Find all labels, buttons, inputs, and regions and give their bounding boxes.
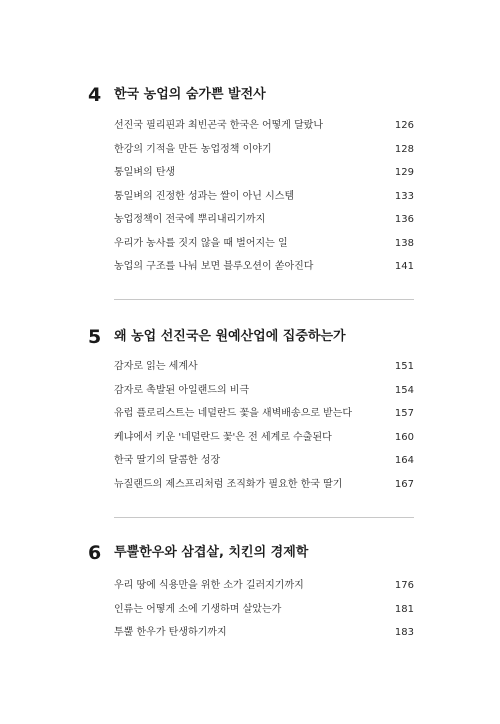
toc-entry-title: 한국 딸기의 달콤한 성장 — [114, 455, 221, 466]
toc-entry-page: 157 — [394, 408, 414, 419]
toc-entry-page: 183 — [394, 627, 414, 638]
toc-entry-title: 유럽 플로리스트는 네덜란드 꽃을 새벽배송으로 받는다 — [114, 408, 353, 419]
toc-entry[interactable] — [114, 360, 414, 384]
toc-entry-page: 167 — [394, 478, 414, 490]
toc-entry-title: 케냐에서 키운 '네덜란드 꽃'은 전 세계로 수출된다 — [114, 431, 332, 443]
chapter-header — [88, 542, 414, 564]
toc-entry-title: 통일벼의 진정한 성과는 쌀이 아닌 시스템 — [114, 190, 295, 202]
toc-entry-title: 선진국 필리핀과 최빈곤국 한국은 어떻게 달랐나 — [114, 120, 324, 131]
toc-entry-title: 농업의 구조를 나눠 보면 블루오션이 쏟아진다 — [114, 261, 314, 272]
toc-entry[interactable] — [114, 213, 414, 237]
chapter-number: 5 — [88, 326, 102, 348]
chapter-6-section — [88, 542, 414, 638]
toc-entry-page: 138 — [394, 237, 414, 249]
toc-entry-title: 우리가 농사를 짓지 않을 때 벌어지는 일 — [114, 237, 288, 249]
toc-entry-page: 141 — [394, 261, 414, 272]
toc-entry-title: 투뿔 한우가 탄생하기까지 — [114, 627, 227, 638]
toc-entry-page: 151 — [394, 361, 414, 372]
toc-entry[interactable] — [114, 237, 414, 261]
toc-entry-page: 133 — [394, 190, 414, 202]
chapter-header — [88, 326, 414, 348]
toc-entry-page: 181 — [394, 603, 414, 615]
toc-entry-page: 176 — [394, 580, 414, 591]
chapter-5-section — [88, 326, 414, 490]
toc-entry[interactable] — [114, 626, 414, 650]
toc-entry-page: 160 — [394, 431, 414, 443]
toc-entry-title: 우리 땅에 식용만을 위한 소가 길러지기까지 — [114, 580, 304, 591]
chapter-header — [88, 84, 414, 106]
section-divider — [114, 299, 414, 300]
toc-entry-page: 128 — [394, 143, 414, 155]
toc-entry-title: 통일벼의 탄생 — [114, 167, 176, 178]
chapter-title: 투뿔한우와 삼겹살, 치킨의 경제학 — [114, 545, 309, 560]
toc-entry-page: 154 — [394, 384, 414, 396]
toc-entry-page: 129 — [394, 167, 414, 178]
toc-entry[interactable] — [114, 384, 414, 408]
toc-entry-title: 뉴질랜드의 제스프리처럼 조직화가 필요한 한국 딸기 — [114, 478, 343, 490]
chapter-title: 한국 농업의 숨가쁜 발전사 — [114, 87, 266, 102]
toc-entry[interactable] — [114, 603, 414, 627]
toc-entry-list — [114, 579, 414, 650]
toc-entry-title: 인류는 어떻게 소에 기생하며 살았는가 — [114, 603, 282, 615]
toc-entry-title: 감자로 읽는 세계사 — [114, 361, 198, 372]
toc-entry-list — [114, 360, 414, 501]
toc-entry-title: 감자로 촉발된 아일랜드의 비극 — [114, 384, 250, 396]
chapter-number: 6 — [88, 542, 102, 564]
chapter-number: 4 — [88, 84, 102, 106]
toc-entry[interactable] — [114, 143, 414, 167]
toc-entry-title: 한강의 기적을 만든 농업정책 이야기 — [114, 143, 272, 155]
toc-entry-title: 농업정책이 전국에 뿌리내리기까지 — [114, 214, 266, 225]
toc-entry-page: 164 — [394, 455, 414, 466]
toc-entry[interactable] — [114, 407, 414, 431]
toc-entry[interactable] — [114, 260, 414, 284]
toc-entry-page: 136 — [394, 214, 414, 225]
section-divider — [114, 517, 414, 518]
toc-entry[interactable] — [114, 478, 414, 502]
toc-entry-list — [114, 119, 414, 284]
toc-entry[interactable] — [114, 431, 414, 455]
toc-entry[interactable] — [114, 119, 414, 143]
toc-entry[interactable] — [114, 190, 414, 214]
toc-entry-page: 126 — [394, 120, 414, 131]
toc-entry[interactable] — [114, 454, 414, 478]
toc-entry[interactable] — [114, 579, 414, 603]
chapter-title: 왜 농업 선진국은 원예산업에 집중하는가 — [114, 329, 346, 344]
chapter-4-section — [88, 84, 414, 272]
toc-entry[interactable] — [114, 166, 414, 190]
